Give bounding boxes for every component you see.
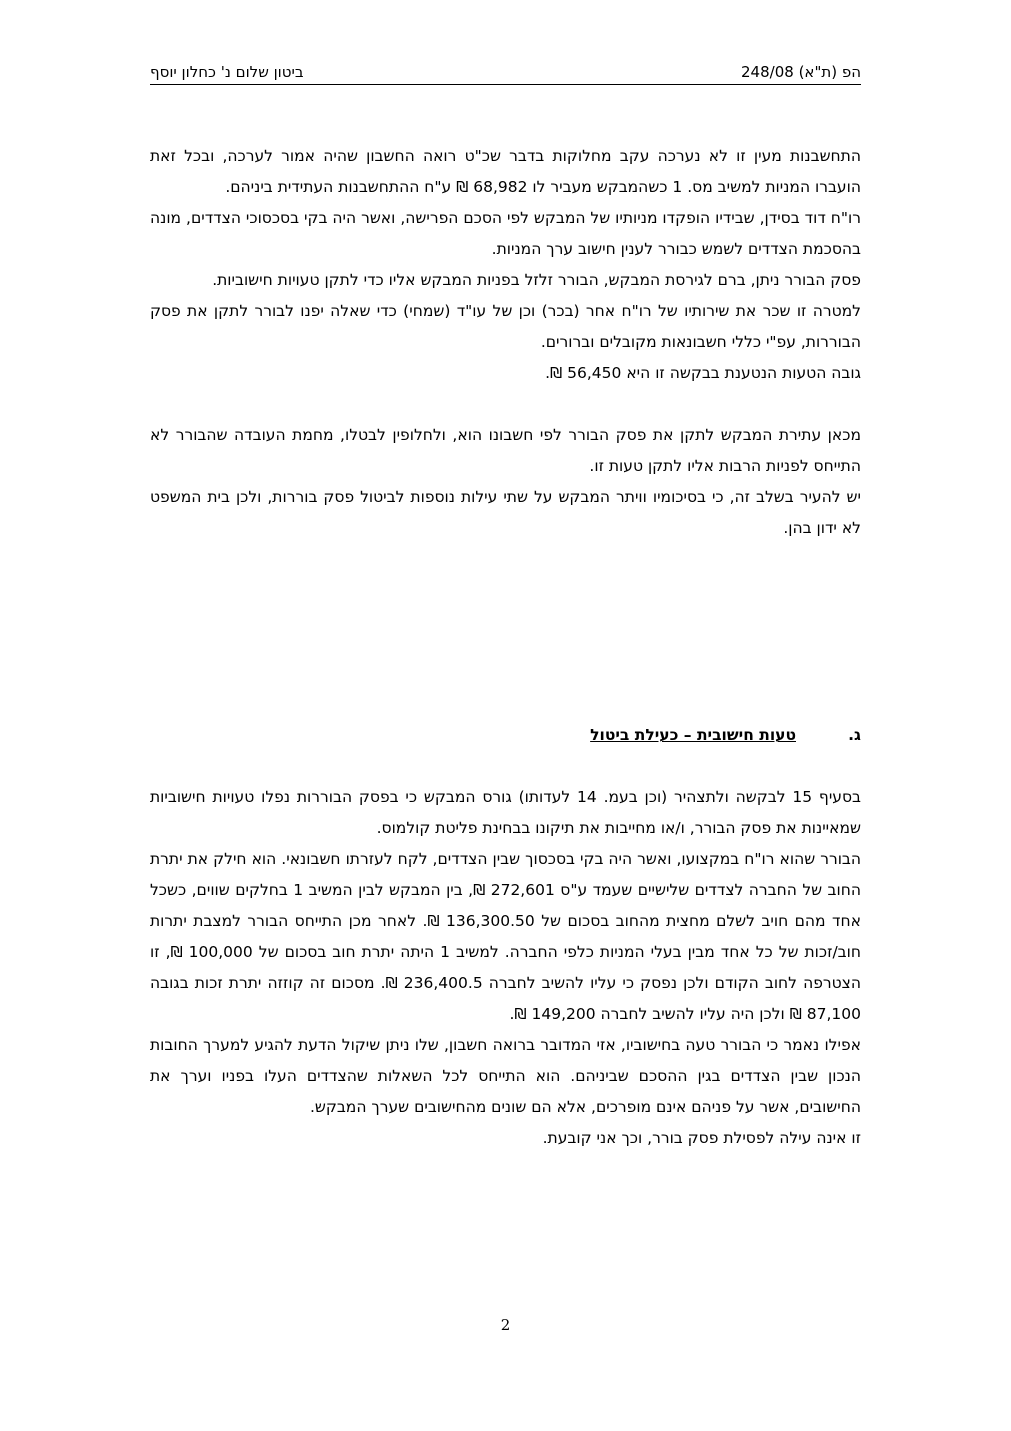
paragraph-group bbox=[150, 265, 861, 389]
paragraph: אפילו נאמר כי הבורר טעה בחישוביו, אזי המדובר ברואה חשבון, שלו ניתן שיקול הדעת להגיע למערך החובות הנכון שבין הצדדים בגין ההסכם שביניהם. הוא התייחס לכל השאלות שהצדדים העלו בפניו וערך את החישובים, אשר על פניהם אינם מופרכים, אלא הם שונים מהחישובים שערך המבקש. bbox=[150, 1036, 861, 1116]
paragraph: מכאן עתירת המבקש לתקן את פסק הבורר לפי חשבונו הוא, ולחלופין לבטלו, מחמת העובדה שהבורר לא התייחס לפניות הרבות אליו לתקן טעות זו. bbox=[150, 426, 861, 475]
paragraph: רו"ח דוד בסידן, שבידיו הופקדו מניותיו של המבקש לפי הסכם הפרישה, ואשר היה בקי בסכסוכי הצדדים, מונה בהסכמת הצדדים לשמש כבורר לענין חישוב ערך המניות. bbox=[150, 209, 861, 258]
paragraph: בסעיף 15 לבקשה ולתצהיר (וכן בעמ. 14 לעדותו) גורס המבקש כי בפסק הבוררות נפלו טעויות חישוביות שמאיינות את פסק הבורר, ו/או מחייבות את תיקונו בבחינת פליטת קולמוס. bbox=[150, 788, 862, 837]
paragraph-line: למטרה זו שכר את שירותיו של רו"ח אחר (בכר) וכן של עו"ד (שמחי) כדי שאלה יפנו לבורר לתקן את פסק הבוררות, עפ"י כללי חשבונאות מקובלים וברורים. bbox=[150, 302, 861, 351]
paragraph-line: גובה הטעות הנטענת בבקשה זו היא 56,450 ₪. bbox=[545, 364, 861, 382]
header-case-title: ביטון שלום נ' כחלון יוסף bbox=[150, 63, 304, 81]
page-number: 2 bbox=[500, 1316, 511, 1334]
page-header bbox=[150, 62, 861, 85]
paragraph: הבורר שהוא רו"ח במקצועו, ואשר היה בקי בסכסוך שבין הצדדים, לקח לעזרתו חשבונאי. הוא חילק את יתרת החוב של החברה לצדדים שלישיים שעמד ע"ס 272,601 ₪, בין המבקש לבין המשיב 1 בחלקים שווים, כשכל אחד מהם חויב לשלם מחצית מהחוב בסכום של 136,300.50 ₪. לאחר מכן התייחס הבורר למצבת יתרות חוב/זכות של כל אחד מבין בעלי המניות כלפי החברה. למשיב 1 היתה יתרת חוב בסכום של 100,000 ₪, זו הצטרפה לחוב הקודם ולכן נפסק כי עליו להשיב לחברה 236,400.5 ₪. מסכום זה קוזזה יתרת זכות בגובה 87,100 ₪ ולכן היה עליו להשיב לחברה 149,200 ₪. bbox=[150, 850, 861, 1023]
paragraph-line: פסק הבורר ניתן, ברם לגירסת המבקש, הבורר זלזל בפניות המבקש אליו כדי לתקן טעויות חישוביות. bbox=[212, 271, 861, 289]
paragraph: זו אינה עילה לפסילת פסק בורר, וכך אני קובעת. bbox=[542, 1129, 861, 1147]
body-section bbox=[150, 782, 861, 1154]
header-case-number: הפ (ת"א) 248/08 bbox=[741, 63, 861, 81]
paragraph: התחשבנות מעין זו לא נערכה עקב מחלוקות בדבר שכ"ט רואה החשבון שהיה אמור לערכה, ובכל זאת הועברו המניות למשיב מס. 1 כשהמבקש מעביר לו 68,982 ₪ ע"ח ההתחשבנות העתידית ביניהם. bbox=[150, 147, 861, 196]
paragraph: יש להעיר בשלב זה, כי בסיכומיו וויתר המבקש על שתי עילות נוספות לביטול פסק בוררות, ולכן בית המשפט לא ידון בהן. bbox=[150, 488, 861, 537]
body-top bbox=[150, 141, 861, 544]
section-heading bbox=[150, 720, 861, 751]
section-letter: ג. bbox=[848, 726, 861, 744]
section-title: טעות חישובית – כעילת ביטול bbox=[590, 726, 796, 744]
